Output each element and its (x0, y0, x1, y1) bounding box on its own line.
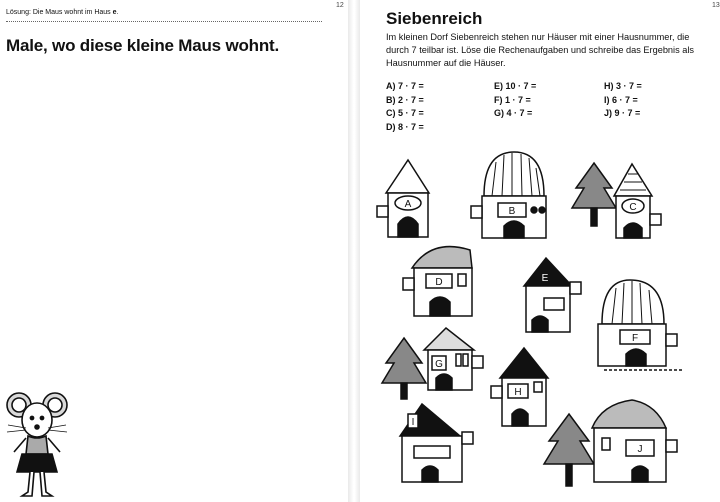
tree-1 (572, 163, 616, 226)
task-c: C) 5 · 7 = (386, 108, 424, 118)
book-gutter (348, 0, 360, 502)
left-page-title: Male, wo diese kleine Maus wohnt. (6, 36, 280, 55)
solution-end: . (116, 9, 119, 16)
task-a: A) 7 · 7 = (386, 81, 424, 91)
house-h-letter: H (514, 387, 522, 398)
task-d: D) 8 · 7 = (386, 122, 424, 132)
house-e (524, 258, 581, 332)
house-b (471, 152, 546, 238)
solution-letter: e (112, 9, 117, 16)
house-d (403, 247, 472, 316)
task-j: J) 9 · 7 = (604, 108, 641, 118)
house-g-letter: G (435, 359, 443, 370)
house-h (491, 348, 548, 426)
dotted-divider (6, 21, 322, 22)
right-page-title: Siebenreich (386, 9, 483, 28)
house-g (424, 328, 483, 390)
house-j (592, 400, 677, 482)
house-f (598, 280, 684, 370)
house-c-letter: C (629, 202, 637, 213)
house-a-letter: A (404, 199, 412, 210)
house-b-letter: B (508, 206, 516, 217)
village-illustration (374, 138, 704, 500)
task-f: F) 1 · 7 = (494, 95, 531, 105)
intro-text: Im kleinen Dorf Siebenreich stehen nur Häuser mit einer Hausnummer, die durch 7 teilbar ist. Löse die Rechenaufgaben und schreibe das Ergebnis als Hausnummer auf die Häuser. (386, 32, 694, 68)
task-b: B) 2 · 7 = (386, 95, 424, 105)
task-e: E) 10 · 7 = (494, 81, 537, 91)
task-g: G) 4 · 7 = (494, 108, 533, 118)
house-i (400, 404, 473, 482)
house-i-letter: I (411, 417, 415, 428)
solution-text: Lösung: Die Maus wohnt im Haus (6, 9, 113, 16)
right-page (360, 0, 720, 502)
house-d-letter: D (435, 277, 443, 288)
task-h: H) 3 · 7 = (604, 81, 642, 91)
house-a (377, 160, 429, 237)
house-j-letter: J (637, 444, 643, 455)
tree-3 (544, 414, 594, 486)
page-number-right: 13 (712, 2, 720, 9)
house-c (614, 164, 661, 238)
task-i: I) 6 · 7 = (604, 95, 638, 105)
house-e-letter: E (541, 273, 549, 284)
page-number-left: 12 (336, 2, 344, 9)
house-f-letter: F (631, 333, 639, 344)
solution-line (6, 9, 118, 16)
left-page (0, 0, 348, 502)
mouse-illustration (2, 388, 72, 500)
tree-2 (382, 338, 426, 399)
